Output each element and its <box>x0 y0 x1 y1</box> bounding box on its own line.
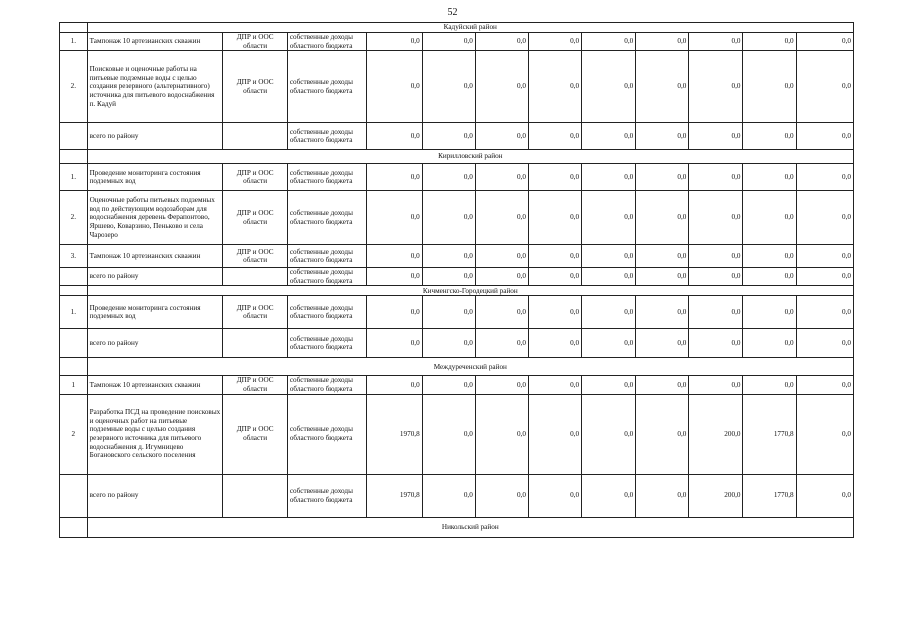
amount-cell: 0,0 <box>582 376 636 394</box>
amount-cell: 0,0 <box>422 123 475 150</box>
funding-source: собственные доходы областного бюджета <box>287 394 366 474</box>
amount-cell: 0,0 <box>582 268 636 286</box>
row-number <box>60 474 88 517</box>
amount-cell: 0,0 <box>636 394 689 474</box>
amount-cell: 0,0 <box>743 33 796 51</box>
district-name: Никольский район <box>87 517 853 537</box>
district-name: Кадуйский район <box>87 23 853 33</box>
amount-cell: 0,0 <box>366 296 422 329</box>
funding-source: собственные доходы областного бюджета <box>287 51 366 123</box>
amount-cell: 0,0 <box>796 394 853 474</box>
amount-cell: 0,0 <box>582 474 636 517</box>
amount-cell: 0,0 <box>743 376 796 394</box>
amount-cell: 0,0 <box>528 123 581 150</box>
amount-cell: 0,0 <box>743 245 796 268</box>
responsible-body <box>223 329 287 358</box>
responsible-body: ДПР и ООС области <box>223 33 287 51</box>
amount-cell: 0,0 <box>528 376 581 394</box>
table-row <box>60 245 854 268</box>
district-row-spacer <box>60 517 88 537</box>
measure-name: Проведение мониторинга состояния подземных вод <box>87 164 223 191</box>
amount-cell: 0,0 <box>528 268 581 286</box>
total-row <box>60 268 854 286</box>
district-row <box>60 150 854 164</box>
row-number <box>60 268 88 286</box>
amount-cell: 0,0 <box>743 191 796 245</box>
amount-cell: 0,0 <box>528 191 581 245</box>
amount-cell: 1770,8 <box>743 474 796 517</box>
amount-cell: 0,0 <box>582 329 636 358</box>
amount-cell: 0,0 <box>796 376 853 394</box>
amount-cell: 0,0 <box>636 164 689 191</box>
amount-cell: 0,0 <box>796 474 853 517</box>
funding-source: собственные доходы областного бюджета <box>287 164 366 191</box>
measure-name: Поисковые и оценочные работы на питьевые подземные воды с целью создания резервного (альтернативного) источника для питьевого водоснабжения п. Кадуй <box>87 51 223 123</box>
amount-cell: 0,0 <box>422 376 475 394</box>
funding-source: собственные доходы областного бюджета <box>287 474 366 517</box>
row-number: 1 <box>60 376 88 394</box>
amount-cell: 0,0 <box>475 376 528 394</box>
responsible-body: ДПР и ООС области <box>223 245 287 268</box>
amount-cell: 0,0 <box>796 164 853 191</box>
row-number: 1. <box>60 33 88 51</box>
page-number: 52 <box>447 7 458 18</box>
responsible-body <box>223 268 287 286</box>
amount-cell: 0,0 <box>582 394 636 474</box>
responsible-body <box>223 123 287 150</box>
amount-cell: 0,0 <box>796 191 853 245</box>
row-number: 1. <box>60 296 88 329</box>
amount-cell: 0,0 <box>528 329 581 358</box>
measure-name: Проведение мониторинга состояния подземных вод <box>87 296 223 329</box>
amount-cell: 0,0 <box>366 33 422 51</box>
measure-name: всего по району <box>87 268 223 286</box>
amount-cell: 0,0 <box>475 268 528 286</box>
amount-cell: 0,0 <box>528 296 581 329</box>
measure-name: Тампонаж 10 артезианских скважин <box>87 245 223 268</box>
amount-cell: 0,0 <box>475 474 528 517</box>
district-name: Кирилловский район <box>87 150 853 164</box>
budget-table-wrapper <box>59 22 854 538</box>
amount-cell: 0,0 <box>422 296 475 329</box>
amount-cell: 0,0 <box>582 33 636 51</box>
district-name: Кичменгско-Городецкий район <box>87 286 853 296</box>
amount-cell: 0,0 <box>689 376 743 394</box>
amount-cell: 0,0 <box>582 164 636 191</box>
amount-cell: 0,0 <box>636 376 689 394</box>
table-row <box>60 164 854 191</box>
amount-cell: 0,0 <box>528 51 581 123</box>
amount-cell: 200,0 <box>689 474 743 517</box>
row-number: 2. <box>60 51 88 123</box>
district-row-spacer <box>60 150 88 164</box>
amount-cell: 0,0 <box>689 191 743 245</box>
row-number: 1. <box>60 164 88 191</box>
amount-cell: 0,0 <box>528 474 581 517</box>
amount-cell: 200,0 <box>689 394 743 474</box>
amount-cell: 0,0 <box>422 329 475 358</box>
funding-source: собственные доходы областного бюджета <box>287 296 366 329</box>
amount-cell: 0,0 <box>475 329 528 358</box>
district-row <box>60 23 854 33</box>
amount-cell: 0,0 <box>528 394 581 474</box>
measure-name: всего по району <box>87 474 223 517</box>
responsible-body: ДПР и ООС области <box>223 376 287 394</box>
amount-cell: 0,0 <box>636 51 689 123</box>
amount-cell: 0,0 <box>475 123 528 150</box>
district-row-spacer <box>60 358 88 376</box>
amount-cell: 0,0 <box>636 474 689 517</box>
amount-cell: 0,0 <box>475 164 528 191</box>
budget-table <box>59 22 854 538</box>
amount-cell: 0,0 <box>689 296 743 329</box>
district-row-spacer <box>60 23 88 33</box>
amount-cell: 0,0 <box>366 191 422 245</box>
funding-source: собственные доходы областного бюджета <box>287 376 366 394</box>
amount-cell: 0,0 <box>366 245 422 268</box>
total-row <box>60 123 854 150</box>
amount-cell: 0,0 <box>475 191 528 245</box>
total-row <box>60 329 854 358</box>
district-name: Междуреченский район <box>87 358 853 376</box>
amount-cell: 0,0 <box>475 296 528 329</box>
amount-cell: 0,0 <box>422 33 475 51</box>
amount-cell: 0,0 <box>636 123 689 150</box>
amount-cell: 0,0 <box>796 51 853 123</box>
funding-source: собственные доходы областного бюджета <box>287 123 366 150</box>
amount-cell: 0,0 <box>689 164 743 191</box>
amount-cell: 0,0 <box>582 51 636 123</box>
measure-name: Разработка ПСД на проведение поисковых и оценочных работ на питьевые подземные воды с целью создания резервного источника для питьевого водоснабжения д. Игумницево Богановского сельского поселения <box>87 394 223 474</box>
amount-cell: 0,0 <box>689 123 743 150</box>
amount-cell: 0,0 <box>422 245 475 268</box>
measure-name: всего по району <box>87 123 223 150</box>
district-row <box>60 517 854 537</box>
table-row <box>60 191 854 245</box>
amount-cell: 0,0 <box>796 296 853 329</box>
amount-cell: 0,0 <box>366 123 422 150</box>
responsible-body <box>223 474 287 517</box>
responsible-body: ДПР и ООС области <box>223 191 287 245</box>
table-row <box>60 33 854 51</box>
amount-cell: 0,0 <box>636 296 689 329</box>
amount-cell: 0,0 <box>636 245 689 268</box>
row-number: 2 <box>60 394 88 474</box>
measure-name: Тампонаж 10 артезианских скважин <box>87 33 223 51</box>
responsible-body: ДПР и ООС области <box>223 164 287 191</box>
amount-cell: 0,0 <box>528 33 581 51</box>
amount-cell: 0,0 <box>366 51 422 123</box>
amount-cell: 0,0 <box>743 164 796 191</box>
amount-cell: 0,0 <box>422 191 475 245</box>
amount-cell: 0,0 <box>743 123 796 150</box>
amount-cell: 0,0 <box>422 164 475 191</box>
funding-source: собственные доходы областного бюджета <box>287 329 366 358</box>
row-number <box>60 123 88 150</box>
amount-cell: 1770,8 <box>743 394 796 474</box>
amount-cell: 0,0 <box>689 245 743 268</box>
amount-cell: 0,0 <box>422 51 475 123</box>
table-row <box>60 394 854 474</box>
amount-cell: 0,0 <box>528 245 581 268</box>
measure-name: Оценочные работы питьевых подземных вод по действующим водозаборам для водоснабжения деревень Ферапонтово, Яршево, Коварзино, Пеньково и села Чарозеро <box>87 191 223 245</box>
funding-source: собственные доходы областного бюджета <box>287 33 366 51</box>
district-row <box>60 286 854 296</box>
amount-cell: 0,0 <box>422 268 475 286</box>
amount-cell: 0,0 <box>366 268 422 286</box>
amount-cell: 0,0 <box>796 245 853 268</box>
responsible-body: ДПР и ООС области <box>223 51 287 123</box>
amount-cell: 0,0 <box>366 376 422 394</box>
amount-cell: 0,0 <box>366 329 422 358</box>
amount-cell: 0,0 <box>636 268 689 286</box>
measure-name: всего по району <box>87 329 223 358</box>
row-number: 3. <box>60 245 88 268</box>
amount-cell: 0,0 <box>582 296 636 329</box>
amount-cell: 0,0 <box>422 474 475 517</box>
amount-cell: 0,0 <box>366 164 422 191</box>
row-number <box>60 329 88 358</box>
funding-source: собственные доходы областного бюджета <box>287 268 366 286</box>
funding-source: собственные доходы областного бюджета <box>287 191 366 245</box>
total-row <box>60 474 854 517</box>
amount-cell: 0,0 <box>743 268 796 286</box>
measure-name: Тампонаж 10 артезианских скважин <box>87 376 223 394</box>
row-number: 2. <box>60 191 88 245</box>
table-row <box>60 376 854 394</box>
amount-cell: 0,0 <box>636 329 689 358</box>
amount-cell: 0,0 <box>475 245 528 268</box>
district-row-spacer <box>60 286 88 296</box>
amount-cell: 0,0 <box>689 33 743 51</box>
amount-cell: 0,0 <box>582 123 636 150</box>
amount-cell: 0,0 <box>796 329 853 358</box>
amount-cell: 0,0 <box>743 51 796 123</box>
amount-cell: 0,0 <box>582 191 636 245</box>
amount-cell: 0,0 <box>475 33 528 51</box>
amount-cell: 0,0 <box>475 51 528 123</box>
amount-cell: 0,0 <box>743 296 796 329</box>
amount-cell: 0,0 <box>636 33 689 51</box>
amount-cell: 0,0 <box>689 268 743 286</box>
amount-cell: 0,0 <box>796 268 853 286</box>
district-row <box>60 358 854 376</box>
amount-cell: 0,0 <box>796 33 853 51</box>
amount-cell: 0,0 <box>582 245 636 268</box>
amount-cell: 0,0 <box>689 51 743 123</box>
amount-cell: 1970,8 <box>366 474 422 517</box>
amount-cell: 0,0 <box>475 394 528 474</box>
table-row <box>60 51 854 123</box>
funding-source: собственные доходы областного бюджета <box>287 245 366 268</box>
amount-cell: 1970,8 <box>366 394 422 474</box>
amount-cell: 0,0 <box>796 123 853 150</box>
amount-cell: 0,0 <box>528 164 581 191</box>
amount-cell: 0,0 <box>636 191 689 245</box>
responsible-body: ДПР и ООС области <box>223 394 287 474</box>
amount-cell: 0,0 <box>689 329 743 358</box>
responsible-body: ДПР и ООС области <box>223 296 287 329</box>
amount-cell: 0,0 <box>743 329 796 358</box>
amount-cell: 0,0 <box>422 394 475 474</box>
table-row <box>60 296 854 329</box>
